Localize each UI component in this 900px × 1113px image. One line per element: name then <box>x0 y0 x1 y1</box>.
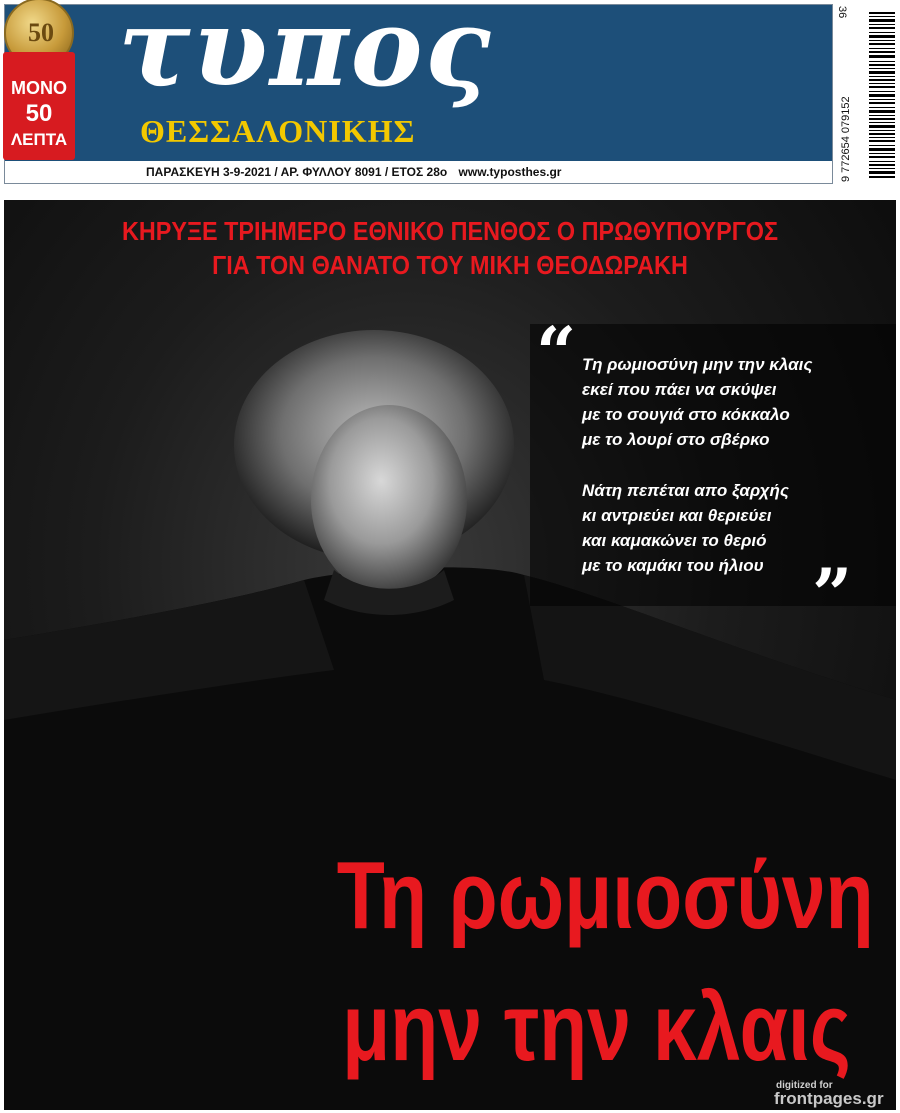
verse-line: Νάτη πεπέται απο ξαρχής <box>582 481 789 500</box>
website-link[interactable]: www.typosthes.gr <box>458 165 562 179</box>
verse-line: κι αντριεύει και θεριεύει <box>582 506 772 525</box>
masthead: τυπος ΘΕΣΣΑΛΟΝΙΚΗΣ 50 ΜΟΝΟ 50 ΛΕΠΤΑ ΠΑΡΑΣΚΕΥΗ 3-9-2021 / ΑΡ. ΦΥΛΛΟΥ 8091 / ΕΤΟΣ 28ο www.typosthes.gr 36 9 772654 079152 <box>0 0 900 192</box>
credit-site: frontpages.gr <box>774 1089 884 1108</box>
headline-line-2: ΓΙΑ ΤΟΝ ΘΑΝΑΤΟ ΤΟΥ ΜΙΚΗ ΘΕΟΔΩΡΑΚΗ <box>212 250 688 280</box>
price-line-2: 50 <box>25 100 53 127</box>
issue-info: ΠΑΡΑΣΚΕΥΗ 3-9-2021 / ΑΡ. ΦΥΛΛΟΥ 8091 / ΕΤΟΣ 28ο <box>146 165 448 179</box>
verse-line: με το καμάκι του ήλιου <box>582 556 764 575</box>
coin-value: 50 <box>28 18 54 47</box>
verse-line: με το σουγιά στο κόκκαλο <box>582 405 790 424</box>
verse-line: και καμακώνει το θεριό <box>582 531 767 550</box>
price-badge <box>3 52 75 160</box>
verse-line: Τη ρωμιοσύνη μην την κλαις <box>582 355 813 374</box>
quote-open-icon: “ <box>536 311 577 394</box>
headline-line-1: ΚΗΡΥΞΕ ΤΡΙΗΜΕΡΟ ΕΘΝΙΚΟ ΠΕΝΘΟΣ Ο ΠΡΩΘΥΠΟΥΡΓΟΣ <box>121 216 779 246</box>
credit-label: digitized for <box>776 1080 833 1091</box>
price-line-1: ΜΟΝΟ <box>11 78 67 98</box>
issue-code: 36 <box>836 6 848 19</box>
verse-line: με το λουρί στο σβέρκο <box>582 430 770 449</box>
newspaper-city: ΘΕΣΣΑΛΟΝΙΚΗΣ <box>140 113 416 149</box>
headline <box>45 214 855 282</box>
verse-line: εκεί που πάει να σκύψει <box>582 380 777 399</box>
dateline <box>146 165 561 179</box>
main-title-line-1: Τη ρωμιοσύνη <box>336 842 874 949</box>
newspaper-logo: τυπος <box>118 0 493 111</box>
main-title-line-2: μην την κλαις <box>342 974 851 1081</box>
quote-close-icon: ” <box>812 553 853 636</box>
price-line-3: ΛΕΠΤΑ <box>10 130 68 149</box>
